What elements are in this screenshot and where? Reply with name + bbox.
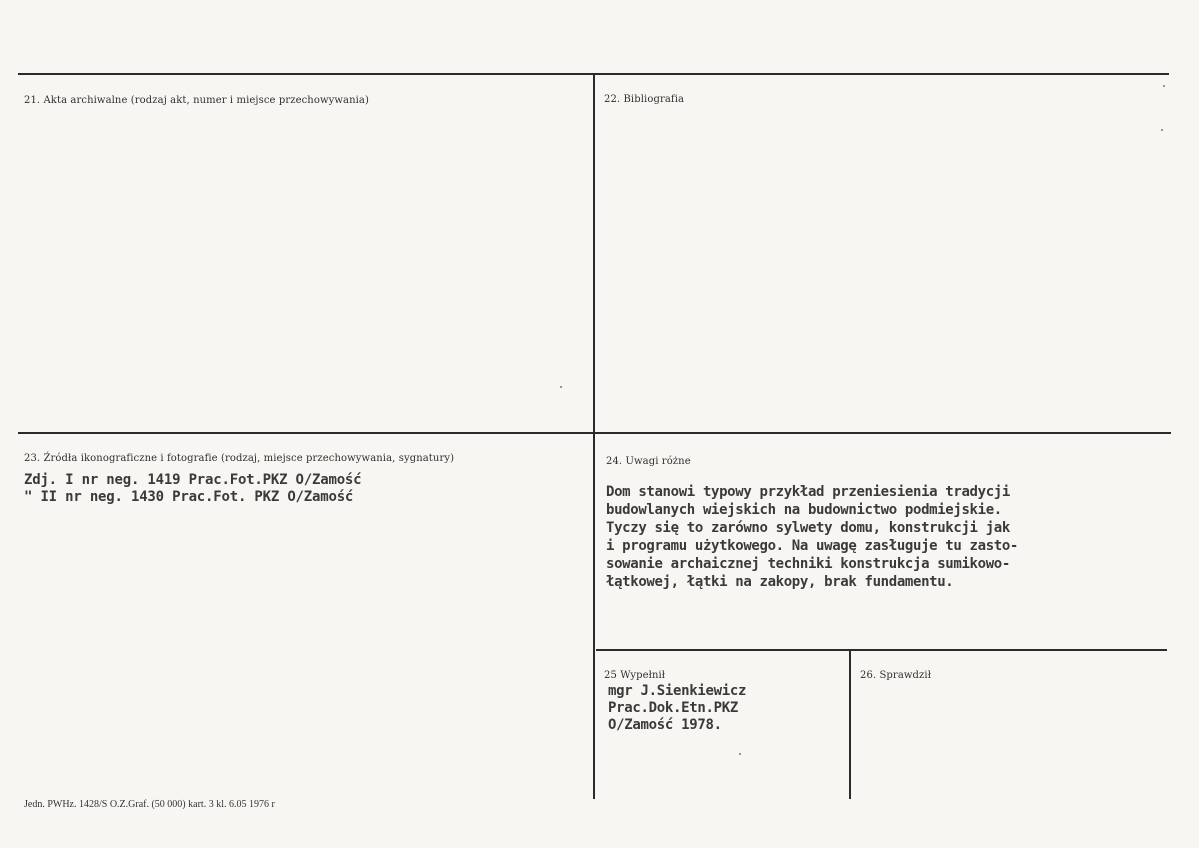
- paper-speck: [1163, 85, 1165, 87]
- typed-line: i programu użytkowego. Na uwagę zasługuje tu zasto-: [606, 538, 1019, 554]
- typed-line: budowlanych wiejskich na budownictwo podmiejskie.: [606, 502, 1002, 518]
- printer-imprint: Jedn. PWHz. 1428/S O.Z.Graf. (50 000) kart. 3 kl. 6.05 1976 r: [24, 799, 275, 810]
- typed-line: Prac.Dok.Etn.PKZ: [608, 700, 739, 716]
- field-25-label: 25 Wypełnił: [604, 670, 666, 681]
- typed-line: sowanie archaicznej techniki konstrukcja sumikowo-: [606, 556, 1010, 572]
- field-23-typed-text: [24, 472, 361, 506]
- typed-line: Zdj. I nr neg. 1419 Prac.Fot.PKZ O/Zamość: [24, 472, 362, 488]
- typed-line: Dom stanowi typowy przykład przeniesienia tradycji: [606, 484, 1010, 500]
- typed-line: mgr J.Sienkiewicz: [608, 683, 747, 699]
- field-21-label: 21. Akta archiwalne (rodzaj akt, numer i miejsce przechowywania): [24, 95, 369, 106]
- field-24-typed-text: [606, 483, 1018, 591]
- field-24-label: 24. Uwagi różne: [606, 456, 691, 467]
- paper-speck: [739, 753, 741, 755]
- field-23-label: 23. Źródła ikonograficzne i fotografie (rodzaj, miejsce przechowywania, sygnatury): [24, 453, 455, 464]
- paper-speck: [1161, 129, 1163, 131]
- typed-line: O/Zamość 1978.: [608, 717, 722, 733]
- typed-line: " II nr neg. 1430 Prac.Fot. PKZ O/Zamość: [24, 489, 354, 505]
- field-22-label: 22. Bibliografia: [604, 94, 685, 105]
- signature-rule: [596, 649, 1167, 651]
- signature-divider: [849, 650, 851, 799]
- field-25-typed-text: [608, 683, 746, 734]
- field-26-label: 26. Sprawdził: [860, 670, 932, 681]
- paper-speck: [560, 386, 562, 388]
- center-divider: [593, 74, 595, 799]
- typed-line: łątkowej, łątki na zakopy, brak fundamentu.: [606, 574, 954, 590]
- typed-line: Tyczy się to zarówno sylwety domu, konstrukcji jak: [606, 520, 1010, 536]
